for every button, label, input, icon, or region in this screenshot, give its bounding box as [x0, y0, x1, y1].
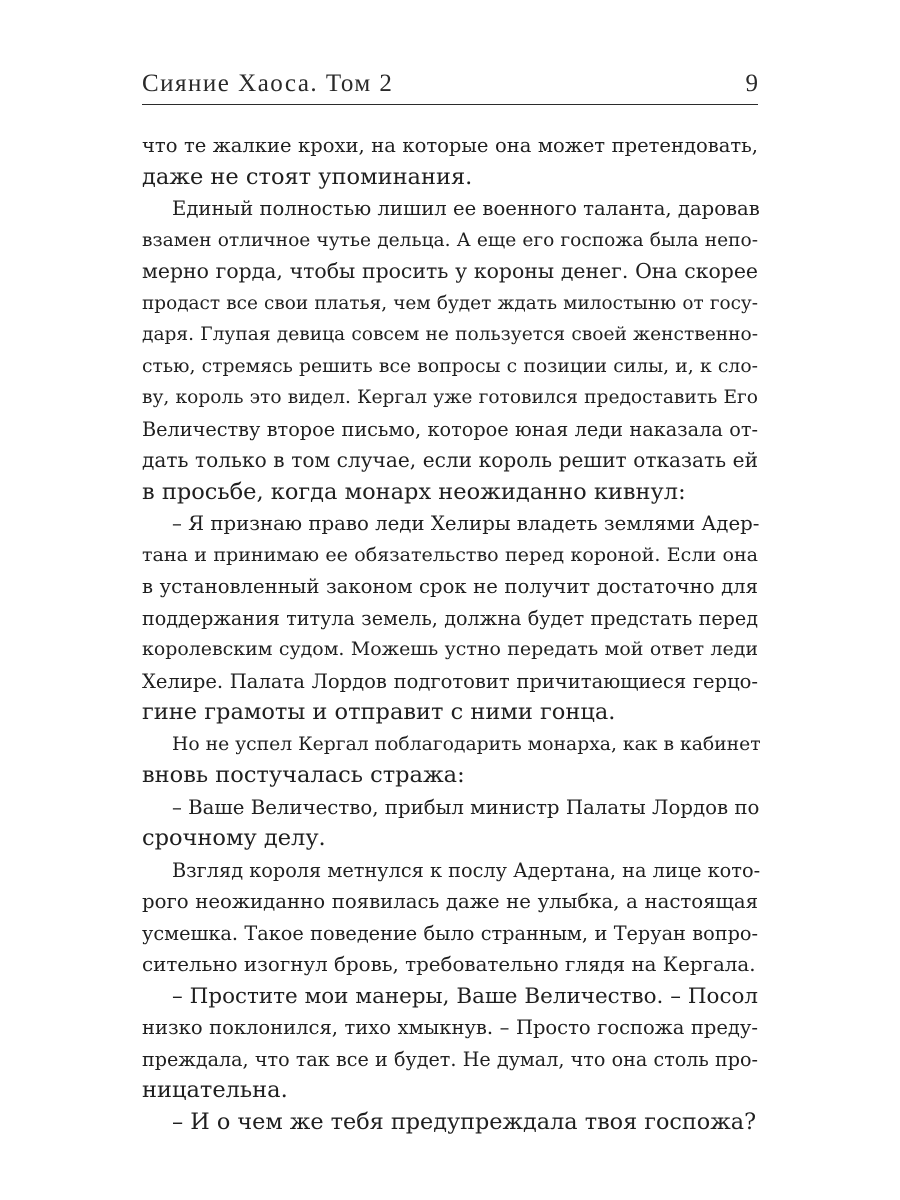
text-line: Хелире. Палата Лордов подготовит причитающиеся герцо-	[142, 669, 758, 693]
text-line: Величеству второе письмо, которое юная леди наказала от-	[142, 417, 758, 441]
text-line: продаст все свои платья, чем будет ждать милостыню от госу-	[142, 292, 758, 314]
page-number: 9	[745, 70, 758, 97]
text-line: низко поклонился, тихо хмыкнув. – Просто госпожа преду-	[142, 1016, 758, 1039]
text-line: ву, король это видел. Кергал уже готовился предоставить Его	[142, 387, 758, 408]
page-body-text	[142, 130, 761, 1138]
text-line: срочному делу.	[142, 825, 326, 851]
text-line: что те жалкие крохи, на которые она может претендовать,	[142, 134, 758, 157]
text-line: усмешка. Такое поведение было странным, и Теруан вопро-	[142, 921, 758, 945]
text-line: даря. Глупая девица совсем не пользуется своей женственно-	[142, 324, 758, 345]
text-line: – Ваше Величество, прибыл министр Палаты Лордов по	[172, 795, 760, 819]
running-header	[142, 64, 758, 105]
text-line: Взгляд короля метнулся к послу Адертана, на лице кото-	[172, 858, 761, 882]
text-line: в установленный законом срок не получит достаточно для	[142, 575, 758, 598]
text-line: в просьбе, когда монарх неожиданно кивнул:	[142, 478, 686, 505]
book-title: Сияние Хаоса. Том 2	[142, 70, 394, 97]
text-line: ницательна.	[142, 1077, 288, 1103]
text-line: вновь постучалась стража:	[142, 762, 465, 788]
text-line: даже не стоят упоминания.	[142, 163, 473, 190]
text-line: поддержания титула земель, должна будет предстать перед	[142, 606, 758, 630]
text-line: сительно изогнул бровь, требовательно глядя на Кергала.	[142, 953, 756, 976]
text-line: преждала, что так все и будет. Не думал, что она столь про-	[142, 1047, 758, 1071]
text-line: стью, стремясь решить все вопросы с позиции силы, и, к сло-	[142, 355, 758, 377]
text-line: тана и принимаю ее обязательство перед короной. Если она	[142, 543, 758, 566]
text-line: Но не успел Кергал поблагодарить монарха, как в кабинет	[172, 733, 761, 755]
text-line: – И о чем же тебя предупреждала твоя госпожа?	[172, 1108, 757, 1135]
text-line: – Я признаю право леди Хелиры владеть землями Адер-	[172, 512, 760, 535]
text-line: – Простите мои манеры, Ваше Величество. – Посол	[172, 983, 758, 1009]
text-line: мерно горда, чтобы просить у короны денег. Она скорее	[142, 259, 758, 283]
text-line: взамен отличное чутье дельца. А еще его госпожа была непо-	[142, 229, 758, 251]
text-line: дать только в том случае, если король решит отказать ей	[142, 448, 758, 472]
text-line: гине грамоты и отправит с ними гонца.	[142, 699, 616, 725]
text-line: королевским судом. Можешь устно передать мой ответ леди	[142, 638, 758, 660]
text-line: Единый полностью лишил ее военного таланта, даровав	[172, 197, 760, 220]
text-line: рого неожиданно появилась даже не улыбка, а настоящая	[142, 890, 758, 913]
